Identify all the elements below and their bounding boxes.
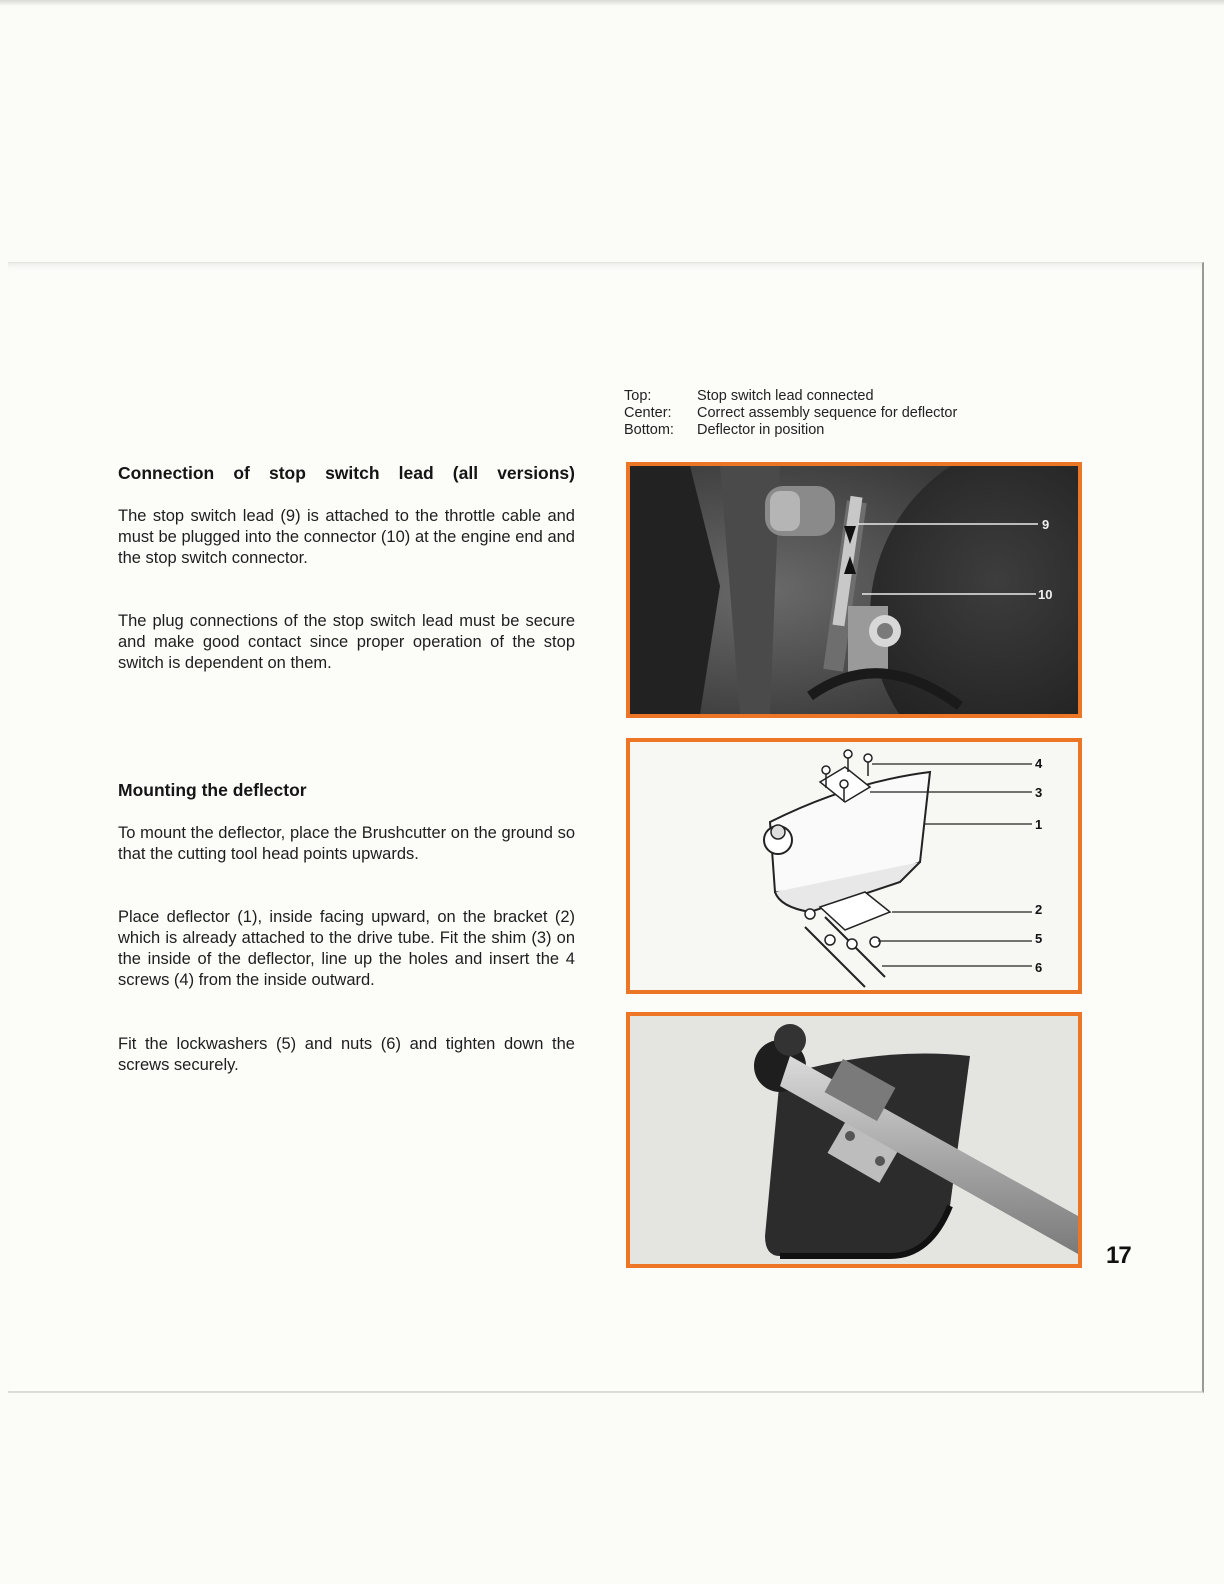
heading-word: switch — [325, 463, 380, 483]
figure-captions — [624, 388, 957, 439]
heading-mounting-deflector: Mounting the deflector — [118, 780, 307, 800]
callout-6: 6 — [1035, 960, 1043, 975]
caption-bottom — [624, 422, 957, 439]
paragraph-stop-switch-lead: The stop switch lead (9) is attached to the throttle cable and must be plugged into the connector (10) at the engine end and the stop switch connector. — [118, 507, 575, 567]
paragraph-plug-connections: The plug connections of the stop switch lead must be secure and make good contact since proper operation of the stop switch is dependent on them. — [118, 612, 575, 672]
heading-word: (all — [452, 463, 479, 483]
paragraph-mount-position: To mount the deflector, place the Brushcutter on the ground so that the cutting tool head points upwards. — [118, 824, 575, 863]
callout-2: 2 — [1035, 902, 1043, 917]
caption-top — [624, 388, 957, 405]
callout-10: 10 — [1038, 587, 1053, 602]
callout-5: 5 — [1035, 931, 1043, 946]
scan-edge — [0, 0, 1224, 6]
caption-label: Bottom: — [624, 422, 674, 438]
heading-word: Connection — [118, 463, 215, 483]
heading-stop-switch-connection — [118, 463, 575, 484]
callout-3: 3 — [1035, 785, 1043, 800]
figure-assembly-sequence — [626, 738, 1082, 994]
callout-4: 4 — [1035, 756, 1043, 771]
callout-1: 1 — [1035, 817, 1043, 832]
heading-word: stop — [269, 463, 306, 483]
heading-word: lead — [398, 463, 434, 483]
stop-switch-illustration — [630, 466, 1078, 714]
deflector-illustration — [630, 1016, 1078, 1264]
paragraph-place-deflector: Place deflector (1), inside facing upward, on the bracket (2) which is already attached to the drive tube. Fit the shim (3) on the inside of the deflector, line up the holes and insert the 4 screws (4) from the inside outward. — [118, 908, 575, 989]
figure-deflector-photo — [626, 1012, 1082, 1268]
paragraph-lockwashers: Fit the lockwashers (5) and nuts (6) and tighten down the screws securely. — [118, 1035, 575, 1074]
caption-label: Top: — [624, 388, 652, 404]
caption-center — [624, 405, 957, 422]
figure-stop-switch-photo — [626, 462, 1082, 718]
caption-text: Deflector in position — [697, 422, 825, 438]
assembly-sequence-illustration — [630, 742, 1078, 990]
page-number: 17 — [1106, 1242, 1131, 1269]
caption-text: Stop switch lead connected — [697, 388, 874, 404]
heading-word: versions) — [497, 463, 575, 483]
callout-9: 9 — [1042, 517, 1050, 532]
caption-label: Center: — [624, 405, 672, 421]
heading-word: of — [233, 463, 250, 483]
caption-text: Correct assembly sequence for deflector — [697, 405, 958, 421]
